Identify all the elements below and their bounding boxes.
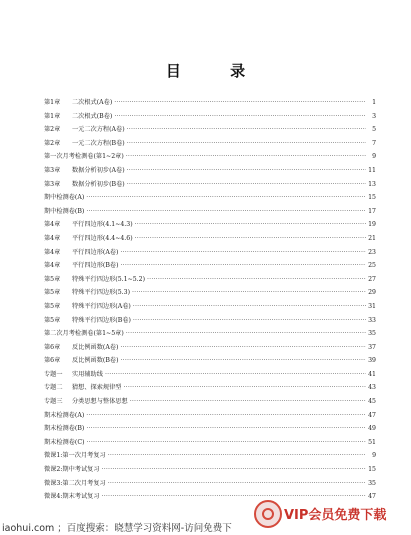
- toc-entry-title: 微课4:期末考试复习: [44, 493, 100, 501]
- toc-row[interactable]: [44, 191, 376, 205]
- toc-chapter-label: 第4章: [44, 248, 61, 256]
- toc-page-number: 3: [372, 112, 376, 120]
- toc-row[interactable]: [44, 341, 376, 355]
- toc-entry-title: 平行四边形(A卷): [72, 248, 119, 256]
- toc-page-number: 15: [368, 194, 376, 202]
- toc-page-number: 33: [368, 316, 376, 324]
- toc-row[interactable]: [44, 368, 376, 382]
- toc-page-number: 49: [368, 425, 376, 433]
- toc-page-number: 39: [368, 357, 376, 365]
- toc-chapter-label: 第6章: [44, 343, 61, 351]
- toc-leader-dots: [127, 123, 366, 137]
- toc-page-number: 23: [368, 248, 376, 256]
- toc-leader-dots: [130, 395, 366, 409]
- toc-chapter-label: 第1章: [44, 112, 61, 120]
- toc-leader-dots: [108, 449, 366, 463]
- toc-chapter-label: 第2章: [44, 139, 61, 147]
- vip-download-label[interactable]: VIP会员免费下载: [284, 508, 387, 523]
- toc-leader-dots: [133, 300, 366, 314]
- toc-leader-dots: [127, 137, 366, 151]
- toc-page-number: 25: [368, 262, 376, 270]
- toc-chapter-label: 第5章: [44, 289, 61, 297]
- toc-row[interactable]: [44, 96, 376, 110]
- toc-leader-dots: [132, 286, 366, 300]
- toc-leader-dots: [126, 327, 366, 341]
- toc-page-number: 41: [368, 370, 376, 378]
- toc-leader-dots: [127, 178, 366, 192]
- toc-chapter-label: 专题二: [44, 384, 63, 392]
- toc-entry-title: 平行四边形(4.4~4.6): [72, 234, 133, 242]
- toc-entry-title: 期末检测卷(B): [44, 425, 85, 433]
- toc-row[interactable]: [44, 150, 376, 164]
- toc-entry-title: 一元二次方程(B卷): [72, 139, 125, 147]
- vip-logo-icon: [254, 500, 282, 528]
- toc-leader-dots: [86, 409, 366, 423]
- toc-page-number: 19: [368, 221, 376, 229]
- toc-row[interactable]: [44, 259, 376, 273]
- toc-leader-dots: [120, 246, 366, 260]
- toc-chapter-label: 第5章: [44, 302, 61, 310]
- toc-entry-title: 特殊平行四边形(5.1~5.2): [72, 275, 146, 283]
- toc-chapter-label: 第1章: [44, 99, 61, 106]
- toc-entry-title: 特殊平行四边形(5.3): [72, 289, 130, 297]
- toc-entry-title: 反比例函数(A卷): [72, 343, 119, 351]
- toc-page-number: 7: [372, 139, 376, 147]
- toc-row[interactable]: [44, 123, 376, 137]
- toc-entry-title: 平行四边形(B卷): [72, 262, 119, 270]
- toc-page-number: 9: [372, 153, 376, 161]
- toc-leader-dots: [114, 110, 366, 124]
- toc-leader-dots: [102, 463, 366, 477]
- toc-entry-title: 分类思想与整体思想: [72, 398, 128, 406]
- toc-chapter-label: 第3章: [44, 166, 61, 174]
- toc-entry-title: 二次根式(A卷): [72, 99, 113, 106]
- page-title: 目 录: [165, 62, 268, 80]
- toc-page-number: 35: [368, 479, 376, 487]
- toc-row[interactable]: [44, 436, 376, 450]
- toc-page-number: 11: [368, 166, 376, 174]
- toc-row[interactable]: [44, 178, 376, 192]
- toc-row[interactable]: [44, 246, 376, 260]
- toc-entry-title: 第一次月考检测卷(第1~2章): [44, 153, 124, 161]
- toc-entry-title: 期中检测卷(A): [44, 194, 85, 202]
- toc-chapter-label: 第4章: [44, 221, 61, 229]
- toc-entry-title: 期末检测卷(C): [44, 438, 85, 446]
- toc-row[interactable]: [44, 463, 376, 477]
- toc-leader-dots: [147, 273, 366, 287]
- toc-page-number: 9: [372, 452, 376, 460]
- toc-row[interactable]: [44, 381, 376, 395]
- toc-entry-title: 微课1:第一次月考复习: [44, 452, 106, 460]
- toc-row[interactable]: [44, 422, 376, 436]
- toc-chapter-label: 专题三: [44, 398, 63, 406]
- toc-entry-title: 期中检测卷(B): [44, 207, 85, 215]
- toc-chapter-label: 第5章: [44, 316, 61, 324]
- toc-row[interactable]: [44, 273, 376, 287]
- toc-entry-title: 猜想、探索规律型: [72, 384, 122, 392]
- toc-leader-dots: [135, 218, 366, 232]
- toc-leader-dots: [86, 422, 366, 436]
- toc-row[interactable]: [44, 110, 376, 124]
- footer-source-text: iaohui.com ；百度搜索：晓慧学习资料网-访问免费下: [2, 523, 232, 534]
- toc-chapter-label: 第4章: [44, 234, 61, 242]
- toc-leader-dots: [121, 259, 367, 273]
- toc-chapter-label: 第2章: [44, 126, 61, 134]
- toc-row[interactable]: [44, 137, 376, 151]
- toc-page-number: 45: [368, 398, 376, 406]
- toc-leader-dots: [121, 354, 367, 368]
- toc-leader-dots: [108, 477, 366, 491]
- toc-leader-dots: [86, 205, 366, 219]
- toc-row[interactable]: [44, 477, 376, 491]
- toc-entry-title: 期末检测卷(A): [44, 411, 85, 419]
- toc-entry-title: 一元二次方程(A卷): [72, 126, 125, 134]
- toc-leader-dots: [133, 314, 366, 328]
- toc-page-number: 37: [368, 343, 376, 351]
- toc-entry-title: 平行四边形(4.1~4.3): [72, 221, 133, 229]
- toc-entry-title: 二次根式(B卷): [72, 112, 113, 120]
- toc-entry-title: 微课2:期中考试复习: [44, 466, 100, 474]
- toc-page-number: 1: [372, 99, 376, 106]
- toc-leader-dots: [127, 164, 366, 178]
- toc-page-number: 47: [368, 493, 376, 501]
- toc-row[interactable]: [44, 205, 376, 219]
- toc-leader-dots: [126, 150, 366, 164]
- toc-chapter-label: 第5章: [44, 275, 61, 283]
- toc-row[interactable]: [44, 327, 376, 341]
- table-of-contents: [44, 96, 376, 504]
- toc-row[interactable]: [44, 314, 376, 328]
- toc-entry-title: 实用辅助线: [72, 370, 103, 378]
- toc-entry-title: 反比例函数(B卷): [72, 357, 119, 365]
- toc-leader-dots: [135, 232, 366, 246]
- toc-chapter-label: 第4章: [44, 262, 61, 270]
- toc-chapter-label: 第6章: [44, 357, 61, 365]
- toc-page-number: 51: [368, 438, 376, 446]
- toc-chapter-label: 专题一: [44, 370, 63, 378]
- toc-leader-dots: [120, 341, 366, 355]
- toc-chapter-label: 第3章: [44, 180, 61, 188]
- toc-leader-dots: [86, 191, 366, 205]
- toc-page-number: 35: [368, 330, 376, 338]
- vip-download-badge[interactable]: [240, 494, 411, 534]
- toc-leader-dots: [87, 436, 367, 450]
- toc-page-number: 15: [368, 466, 376, 474]
- toc-row[interactable]: [44, 449, 376, 463]
- toc-page-number: 27: [368, 275, 376, 283]
- toc-row[interactable]: [44, 395, 376, 409]
- toc-entry-title: 特殊平行四边形(A卷): [72, 302, 131, 310]
- toc-page-number: 43: [368, 384, 376, 392]
- toc-entry-title: 数据分析初步(A卷): [72, 166, 125, 174]
- toc-entry-title: 第二次月考检测卷(第1~5章): [44, 330, 124, 338]
- toc-page-number: 21: [368, 234, 376, 242]
- toc-row[interactable]: [44, 286, 376, 300]
- toc-page-number: 29: [368, 289, 376, 297]
- toc-entry-title: 特殊平行四边形(B卷): [72, 316, 131, 324]
- toc-leader-dots: [105, 368, 366, 382]
- toc-row[interactable]: [44, 232, 376, 246]
- toc-row[interactable]: [44, 164, 376, 178]
- toc-leader-dots: [124, 381, 367, 395]
- toc-page-number: 47: [368, 411, 376, 419]
- toc-page-number: 17: [368, 207, 376, 215]
- toc-row[interactable]: [44, 300, 376, 314]
- toc-page-number: 31: [368, 302, 376, 310]
- toc-entry-title: 数据分析初步(B卷): [72, 180, 125, 188]
- toc-page-number: 5: [372, 126, 376, 134]
- toc-row[interactable]: [44, 409, 376, 423]
- toc-row[interactable]: [44, 354, 376, 368]
- toc-leader-dots: [114, 96, 366, 110]
- toc-entry-title: 微课3:第二次月考复习: [44, 479, 106, 487]
- toc-page-number: 13: [368, 180, 376, 188]
- toc-row[interactable]: [44, 218, 376, 232]
